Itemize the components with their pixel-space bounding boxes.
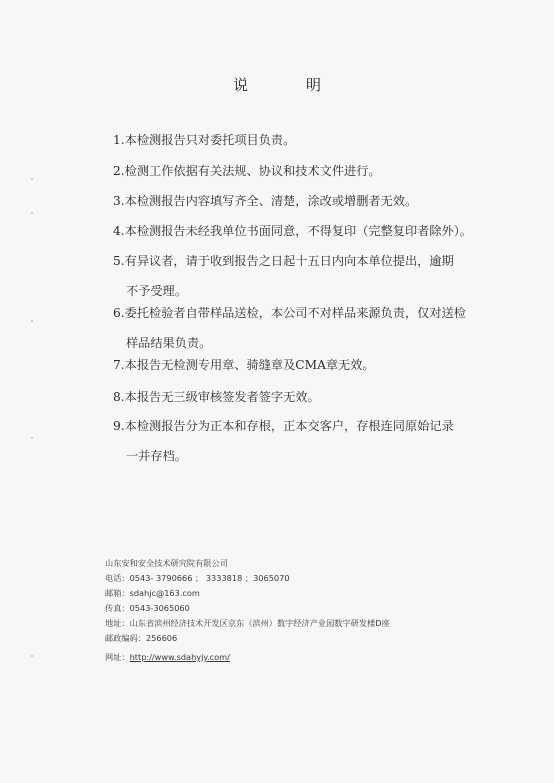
item-continuation: 一并存档。 bbox=[126, 449, 187, 463]
item-number: 6. bbox=[113, 306, 125, 320]
item-text: 本检测报告内容填写齐全、清楚，涂改或增删者无效。 bbox=[124, 194, 418, 208]
email-line: 邮箱：sdahjc@163.com bbox=[105, 588, 200, 598]
scan-speck bbox=[31, 437, 33, 439]
list-item bbox=[113, 304, 513, 352]
scan-speck bbox=[31, 212, 33, 214]
item-text: 本报告无检测专用章、骑缝章及CMA章无效。 bbox=[124, 358, 375, 372]
address-line: 地址：山东省滨州经济技术开发区京东（滨州）数字经济产业园数字研发楼D座 bbox=[105, 618, 390, 628]
item-text: 检测工作依据有关法规、协议和技术文件进行。 bbox=[124, 164, 381, 178]
scan-speck bbox=[31, 178, 33, 180]
item-number: 7. bbox=[113, 358, 125, 372]
phone-line: 电话：0543- 3790666 ； 3333818 ；3065070 bbox=[105, 573, 290, 583]
list-item bbox=[113, 222, 513, 240]
website-link[interactable]: http://www.sdahyjy.com/ bbox=[129, 652, 230, 662]
item-text: 本检测报告分为正本和存根，正本交客户，存根连同原始记录 bbox=[124, 419, 454, 433]
item-text: 委托检验者自带样品送检，本公司不对样品来源负责，仅对送检 bbox=[124, 306, 466, 320]
scan-speck bbox=[31, 320, 33, 322]
item-text: 本检测报告只对委托项目负责。 bbox=[124, 133, 296, 147]
scan-speck bbox=[31, 655, 33, 657]
postcode-line: 邮政编码：256606 bbox=[105, 633, 178, 643]
item-number: 9. bbox=[113, 419, 125, 433]
item-continuation: 样品结果负责。 bbox=[126, 336, 212, 350]
item-number: 4. bbox=[113, 224, 125, 238]
item-continuation: 不予受理。 bbox=[126, 284, 187, 298]
item-number: 5. bbox=[113, 254, 125, 268]
list-item bbox=[113, 417, 513, 465]
item-number: 3. bbox=[113, 194, 125, 208]
list-item bbox=[113, 162, 381, 180]
list-item bbox=[113, 388, 320, 406]
page-title: 说明 bbox=[232, 76, 379, 94]
item-number: 2. bbox=[113, 164, 125, 178]
website-label: 网址： bbox=[105, 652, 130, 662]
website-line bbox=[105, 650, 525, 665]
list-item bbox=[113, 252, 513, 300]
item-text: 本报告无三级审核签发者签字无效。 bbox=[124, 390, 320, 404]
item-number: 1. bbox=[113, 133, 125, 147]
company-name: 山东安和安全技术研究院有限公司 bbox=[105, 558, 228, 568]
item-number: 8. bbox=[113, 390, 125, 404]
list-item bbox=[113, 131, 295, 149]
item-text: 本检测报告未经我单位书面同意，不得复印（完整复印者除外）。 bbox=[124, 224, 472, 238]
contact-footer bbox=[105, 556, 525, 665]
fax-line: 传真：0543-3065060 bbox=[105, 603, 190, 613]
item-text: 有异议者，请于收到报告之日起十五日内向本单位提出，逾期 bbox=[124, 254, 454, 268]
list-item bbox=[113, 356, 375, 374]
list-item bbox=[113, 192, 417, 210]
